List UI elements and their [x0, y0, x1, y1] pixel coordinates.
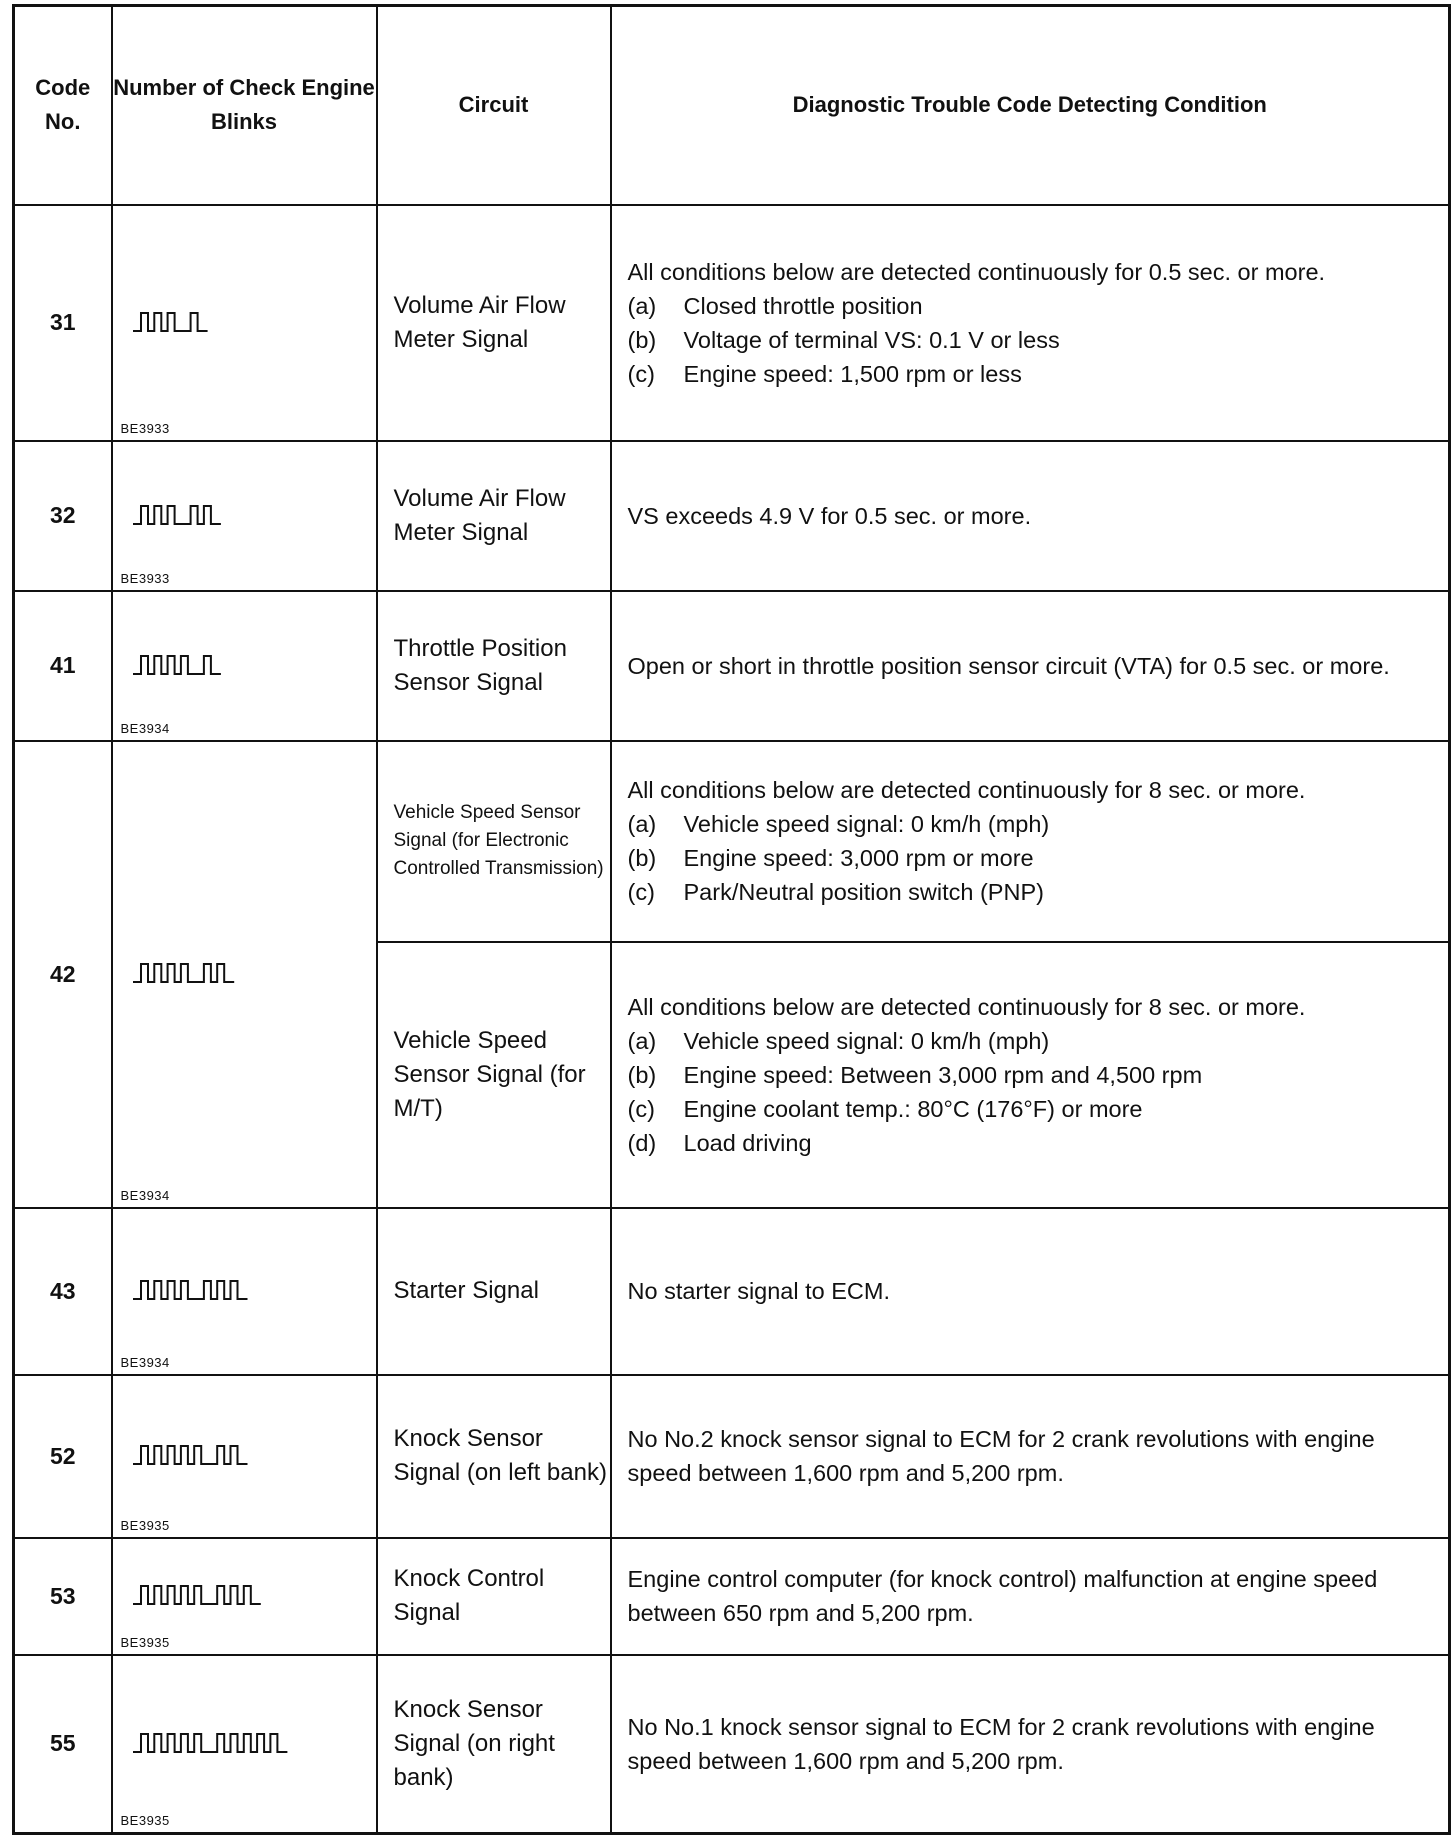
code-cell: 41	[14, 591, 112, 741]
blink-pattern-cell	[112, 205, 377, 441]
table-row	[14, 1538, 1450, 1655]
dtc-table	[12, 4, 1451, 1835]
condition-cell: No No.2 knock sensor signal to ECM for 2 crank revolutions with engine speed between 1,600 rpm and 5,200 rpm.	[611, 1375, 1450, 1538]
blink-pattern-cell	[112, 1208, 377, 1375]
blink-waveform	[133, 506, 221, 524]
table-row	[14, 741, 1450, 942]
item-text: Closed throttle position	[683, 292, 923, 319]
blink-pattern-cell	[112, 1538, 377, 1655]
condition-item	[628, 875, 1431, 909]
table-row	[14, 1655, 1450, 1834]
image-id: BE3934	[120, 1187, 170, 1203]
circuit-cell: Starter Signal	[377, 1208, 611, 1375]
code-cell: 42	[14, 741, 112, 1208]
condition-text: All conditions below are detected continuously for 0.5 sec. or more.	[627, 258, 1326, 285]
item-label: (c)	[627, 1095, 655, 1122]
blink-waveform	[133, 313, 208, 331]
code-cell: 52	[14, 1375, 112, 1538]
circuit-cell: Knock Control Signal	[377, 1538, 611, 1655]
blink-pattern-cell	[112, 741, 377, 1208]
image-id: BE3935	[120, 1634, 170, 1650]
item-text: Engine speed: Between 3,000 rpm and 4,500 rpm	[683, 1061, 1203, 1088]
header-row	[14, 6, 1450, 205]
condition-cell	[611, 942, 1450, 1208]
item-label: (b)	[627, 326, 657, 353]
item-label: (c)	[627, 360, 655, 387]
blink-waveform	[133, 1446, 248, 1464]
code-cell: 32	[14, 441, 112, 591]
item-label: (a)	[627, 1027, 657, 1054]
circuit-cell: Vehicle Speed Sensor Signal (for M/T)	[377, 942, 611, 1208]
item-text: Load driving	[683, 1129, 812, 1156]
blink-waveform	[133, 1281, 248, 1299]
condition-item	[628, 357, 1431, 391]
header-condition: Diagnostic Trouble Code Detecting Condition	[611, 6, 1450, 205]
blink-pattern	[133, 962, 236, 986]
circuit-cell: Volume Air Flow Meter Signal	[377, 441, 611, 591]
blink-pattern-cell	[112, 591, 377, 741]
item-text: Engine coolant temp.: 80°C (176°F) or more	[683, 1095, 1143, 1122]
item-text: Vehicle speed signal: 0 km/h (mph)	[683, 811, 1050, 837]
condition-item	[628, 1126, 1431, 1160]
condition-item	[628, 1058, 1431, 1092]
table-row	[14, 591, 1450, 741]
item-label: (d)	[627, 1129, 657, 1156]
circuit-cell: Knock Sensor Signal (on left bank)	[377, 1375, 611, 1538]
table-row	[14, 1375, 1450, 1538]
condition-cell: VS exceeds 4.9 V for 0.5 sec. or more.	[611, 441, 1450, 591]
condition-text: All conditions below are detected continuously for 8 sec. or more.	[627, 777, 1306, 803]
condition-text: All conditions below are detected continuously for 8 sec. or more.	[627, 993, 1306, 1020]
item-text: Engine speed: 1,500 rpm or less	[683, 360, 1022, 387]
condition-cell: Engine control computer (for knock control) malfunction at engine speed between 650 rpm and 5,200 rpm.	[611, 1538, 1450, 1655]
code-cell: 31	[14, 205, 112, 441]
image-id: BE3934	[120, 1354, 170, 1370]
item-text: Park/Neutral position switch (PNP)	[683, 879, 1044, 905]
condition-cell: Open or short in throttle position sensor circuit (VTA) for 0.5 sec. or more.	[611, 591, 1450, 741]
condition-item	[628, 841, 1431, 875]
item-label: (a)	[627, 292, 657, 319]
item-label: (b)	[627, 1061, 657, 1088]
blink-pattern-cell	[112, 441, 377, 591]
blink-pattern	[133, 311, 210, 335]
image-id: BE3935	[120, 1813, 170, 1828]
item-text: Voltage of terminal VS: 0.1 V or less	[683, 326, 1060, 353]
condition-cell	[611, 205, 1450, 441]
circuit-cell: Vehicle Speed Sensor Signal (for Electronic Controlled Transmission)	[377, 741, 611, 942]
blink-pattern	[133, 504, 223, 528]
circuit-cell: Volume Air Flow Meter Signal	[377, 205, 611, 441]
image-id: BE3935	[120, 1517, 170, 1533]
blink-pattern	[133, 654, 223, 678]
code-cell: 55	[14, 1655, 112, 1834]
blink-pattern	[133, 1732, 289, 1756]
blink-pattern	[133, 1444, 250, 1468]
condition-item	[628, 807, 1431, 841]
table-row	[14, 205, 1450, 441]
circuit-cell: Throttle Position Sensor Signal	[377, 591, 611, 741]
header-circuit: Circuit	[377, 6, 611, 205]
item-text: Vehicle speed signal: 0 km/h (mph)	[683, 1027, 1050, 1054]
condition-item	[628, 1092, 1431, 1126]
blink-waveform	[133, 1586, 261, 1604]
item-label: (c)	[627, 879, 655, 905]
condition-cell: No starter signal to ECM.	[611, 1208, 1450, 1375]
item-label: (a)	[627, 811, 657, 837]
header-code-no: Code No.	[14, 6, 112, 205]
blink-waveform	[133, 1734, 287, 1752]
code-cell: 43	[14, 1208, 112, 1375]
condition-item	[628, 323, 1431, 357]
item-text: Engine speed: 3,000 rpm or more	[683, 845, 1034, 871]
condition-item	[628, 289, 1431, 323]
condition-cell	[611, 741, 1450, 942]
image-id: BE3933	[120, 420, 170, 436]
blink-pattern-cell	[112, 1655, 377, 1834]
blink-pattern-cell	[112, 1375, 377, 1538]
blink-waveform	[133, 964, 234, 982]
blink-pattern	[133, 1584, 263, 1608]
blink-pattern	[133, 1279, 250, 1303]
circuit-cell: Knock Sensor Signal (on right bank)	[377, 1655, 611, 1834]
table-row	[14, 1208, 1450, 1375]
header-blinks: Number of Check Engine Blinks	[112, 6, 377, 205]
condition-cell: No No.1 knock sensor signal to ECM for 2 crank revolutions with engine speed between 1,600 rpm and 5,200 rpm.	[611, 1655, 1450, 1834]
condition-item	[628, 1024, 1431, 1058]
table-row	[14, 441, 1450, 591]
image-id: BE3934	[120, 720, 170, 736]
item-label: (b)	[627, 845, 657, 871]
code-cell: 53	[14, 1538, 112, 1655]
image-id: BE3933	[120, 570, 170, 586]
blink-waveform	[133, 656, 221, 674]
